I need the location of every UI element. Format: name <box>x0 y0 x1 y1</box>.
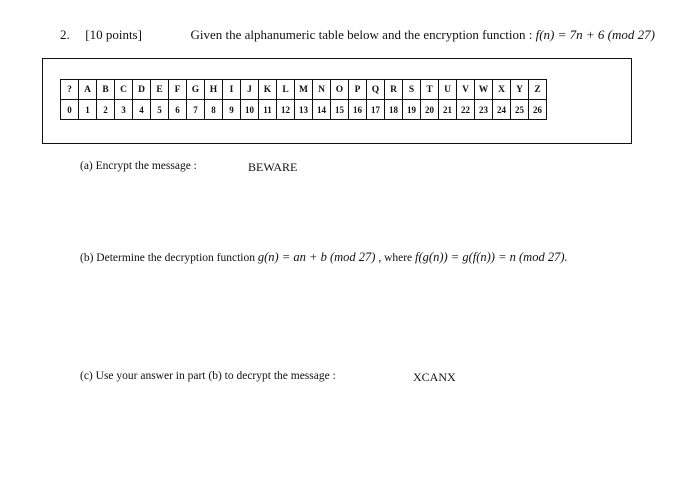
table-letter-cell: A <box>79 80 97 100</box>
table-letter-cell: Z <box>529 80 547 100</box>
table-number-cell: 11 <box>259 100 277 120</box>
table-number-cell: 7 <box>187 100 205 120</box>
table-letter-cell: S <box>403 80 421 100</box>
table-number-cell: 4 <box>133 100 151 120</box>
table-number-cell: 25 <box>511 100 529 120</box>
question-prompt: Given the alphanumeric table below and the encryption function : <box>190 27 533 42</box>
table-number-cell: 0 <box>61 100 79 120</box>
table-number-cell: 17 <box>367 100 385 120</box>
table-number-cell: 20 <box>421 100 439 120</box>
table-number-cell: 21 <box>439 100 457 120</box>
table-letter-cell: Q <box>367 80 385 100</box>
table-number-cell: 23 <box>475 100 493 120</box>
encryption-function: f(n) = 7n + 6 (mod 27) <box>535 27 655 42</box>
table-letter-cell: J <box>241 80 259 100</box>
table-letter-cell: I <box>223 80 241 100</box>
table-number-cell: 13 <box>295 100 313 120</box>
decryption-function-eq: g(n) = an + b (mod 27) <box>257 250 376 264</box>
table-letter-cell: M <box>295 80 313 100</box>
table-number-cell: 14 <box>313 100 331 120</box>
letters-row <box>61 80 547 100</box>
table-number-cell: 2 <box>97 100 115 120</box>
part-c-text: (c) Use your answer in part (b) to decrypt the message : <box>80 370 336 382</box>
part-c-message: XCANX <box>413 370 456 384</box>
table-number-cell: 15 <box>331 100 349 120</box>
table-letter-cell: G <box>187 80 205 100</box>
table-number-cell: 24 <box>493 100 511 120</box>
table-number-cell: 9 <box>223 100 241 120</box>
table-letter-cell: W <box>475 80 493 100</box>
table-letter-cell: O <box>331 80 349 100</box>
alphanumeric-table <box>60 79 547 120</box>
table-number-cell: 22 <box>457 100 475 120</box>
table-letter-cell: X <box>493 80 511 100</box>
part-b <box>80 250 568 265</box>
table-letter-cell: V <box>457 80 475 100</box>
table-letter-cell: B <box>97 80 115 100</box>
table-letter-cell: Y <box>511 80 529 100</box>
part-a-message: BEWARE <box>248 160 298 174</box>
table-letter-cell: R <box>385 80 403 100</box>
table-number-cell: 26 <box>529 100 547 120</box>
table-letter-cell: H <box>205 80 223 100</box>
inverse-condition-eq: f(g(n)) = g(f(n)) = n (mod 27). <box>415 250 568 264</box>
table-letter-cell: C <box>115 80 133 100</box>
part-b-text: (b) Determine the decryption function <box>80 252 255 264</box>
part-c <box>80 370 456 384</box>
table-letter-cell: N <box>313 80 331 100</box>
table-number-cell: 8 <box>205 100 223 120</box>
table-number-cell: 19 <box>403 100 421 120</box>
question-number: 2. <box>60 27 70 42</box>
table-number-cell: 10 <box>241 100 259 120</box>
part-a-text: (a) Encrypt the message : <box>80 160 197 172</box>
table-letter-cell: L <box>277 80 295 100</box>
table-letter-cell: K <box>259 80 277 100</box>
table-letter-cell: T <box>421 80 439 100</box>
table-number-cell: 18 <box>385 100 403 120</box>
part-a <box>80 160 298 174</box>
table-number-cell: 5 <box>151 100 169 120</box>
table-letter-cell: U <box>439 80 457 100</box>
question-points: [10 points] <box>85 27 142 42</box>
table-number-cell: 1 <box>79 100 97 120</box>
table-number-cell: 3 <box>115 100 133 120</box>
table-number-cell: 12 <box>277 100 295 120</box>
table-letter-cell: P <box>349 80 367 100</box>
part-b-where: , where <box>378 252 413 264</box>
numbers-row <box>61 100 547 120</box>
table-letter-cell: ? <box>61 80 79 100</box>
table-letter-cell: E <box>151 80 169 100</box>
table-letter-cell: F <box>169 80 187 100</box>
table-number-cell: 6 <box>169 100 187 120</box>
question-header <box>60 27 655 43</box>
table-number-cell: 16 <box>349 100 367 120</box>
table-letter-cell: D <box>133 80 151 100</box>
